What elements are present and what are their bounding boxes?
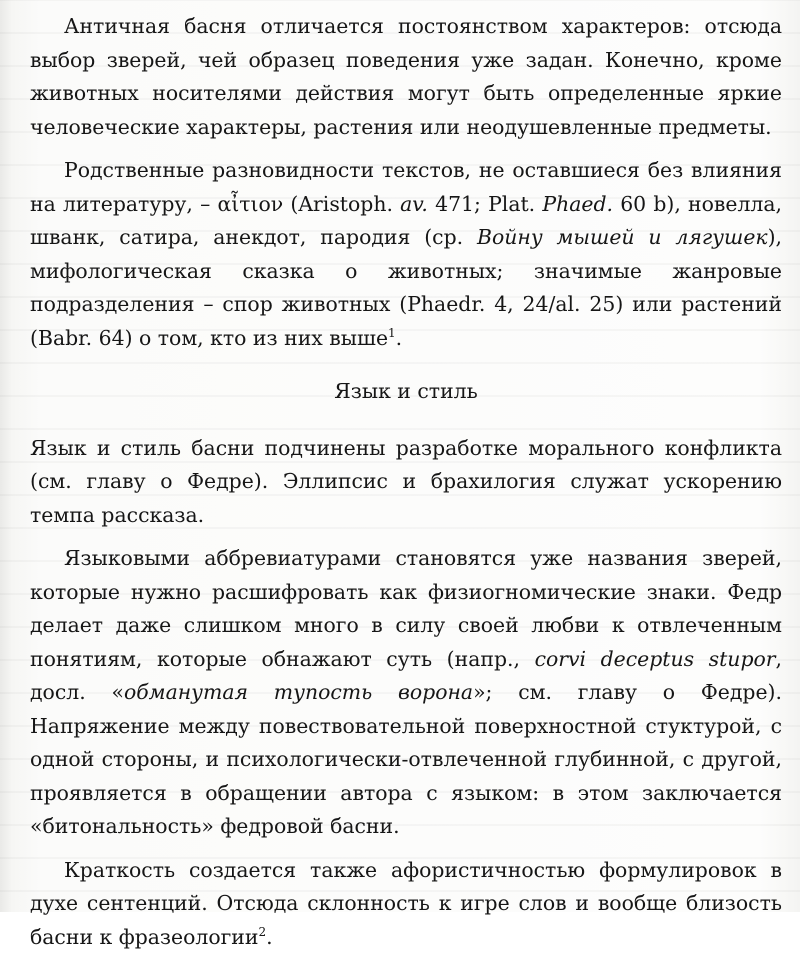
italic-translation: обманутая тупость ворона [124,680,473,704]
text-run: , досл. « [30,647,782,705]
text-run: »; см. главу о Федре). Напряжение между повествовательной поверхностной стуктурой, с одной стороны, и психологически-отвлеченной глубинной, с другой, проявляется в обращении автора с языком: в этом заключается «битональность» федровой басни. [30,680,782,838]
footnote-marker: 1 [388,326,396,340]
footnote-marker: 2 [258,925,266,939]
italic-abbreviation: av. [400,192,428,216]
italic-work-title: Войну мышей и лягушек [477,225,768,249]
text-run: 60 b), новелла, шванк, сатира, анекдот, пародия (ср. [30,192,782,250]
page-text [30,10,782,954]
paragraph-character-constancy: Античная басня отличается постоянством характеров: отсюда выбор зверей, чей образец поведения уже задан. Конечно, кроме животных носителями действия могут быть определенные яркие человеческие характеры, растения или неодушевленные предметы. [30,10,782,144]
section-heading: Язык и стиль [30,375,782,409]
italic-work-title: Phaed. [542,192,613,216]
paragraph-abbreviations [30,542,782,844]
italic-latin-quote: corvi deceptus stupor [535,647,776,671]
paragraph-related-genres [30,154,782,355]
text-run: . [266,925,272,949]
paragraph-language-style: Язык и стиль басни подчинены разработке морального конфликта (см. главу о Федре). Эллипсис и брахилогия служат ускорению темпа рассказа. [30,432,782,533]
text-run: ), мифологическая сказка о животных; значимые жанровые подразделения – спор животных (Phaedr. 4, 24/al. 25) или растений (Babr. 64) о том, кто из них выше [30,225,782,350]
paragraph-brevity [30,854,782,954]
text-run: Языковыми аббревиатурами становятся уже названия зверей, которые нужно расшифровать как физиогномические знаки. Федр делает даже слишком много в силу своей любви к отвлеченным понятиям, которые обнажают суть (напр., [30,546,782,671]
text-run: Краткость создается также афористичностью формулировок в духе сентенций. Отсюда склонность к игре слов и вообще близость басни к фразеологии [30,858,782,949]
text-run: Родственные разновидности текстов, не оставшиеся без влияния на литературу, – αἶτιον (Aristoph. [30,158,782,216]
text-run: . [396,326,402,350]
text-run: 471; Plat. [428,192,542,216]
